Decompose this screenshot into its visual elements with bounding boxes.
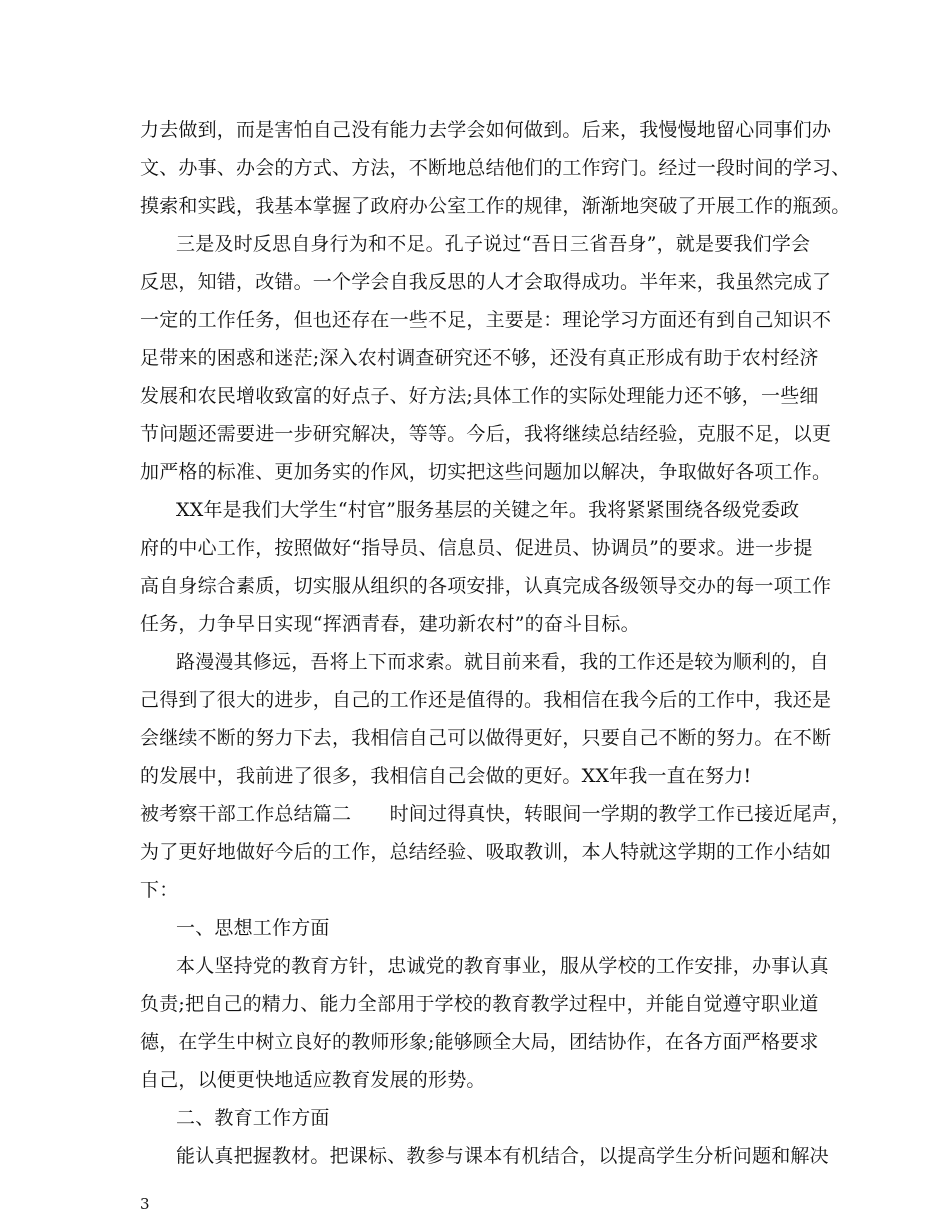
paragraph-first-line: XX年是我们大学生“村官”服务基层的关键之年。我将紧紧围绕各级党委政 bbox=[176, 499, 800, 521]
text-line: 会继续不断的努力下去，我相信自己可以做得更好，只要自己不断的努力。在不断 bbox=[140, 727, 832, 749]
subheading-thought-work: 一、思想工作方面 bbox=[176, 917, 330, 939]
paragraph-first-line: 本人坚持党的教育方针，忠诚党的教育事业，服从学校的工作安排，办事认真 bbox=[176, 955, 829, 977]
text-line: 的发展中，我前进了很多，我相信自己会做的更好。XX年我一直在努力! bbox=[140, 765, 752, 787]
text-line: 反思，知错，改错。一个学会自我反思的人才会取得成功。半年来，我虽然完成了 bbox=[140, 271, 832, 293]
page-number: 3 bbox=[140, 1195, 150, 1213]
paragraph-first-line: 三是及时反思自身行为和不足。孔子说过“吾日三省吾身”，就是要我们学会 bbox=[176, 233, 811, 255]
section-title-line: 被考察干部工作总结篇二 时间过得真快，转眼间一学期的教学工作已接近尾声， bbox=[140, 803, 851, 825]
text-line: 为了更好地做好今后的工作，总结经验、吸取教训，本人特就这学期的工作小结如 bbox=[140, 841, 832, 863]
paragraph-first-line: 路漫漫其修远，吾将上下而求索。就目前来看，我的工作还是较为顺利的，自 bbox=[176, 651, 829, 673]
text-line: 加严格的标准、更加务实的作风，切实把这些问题加以解决，争取做好各项工作。 bbox=[140, 461, 832, 483]
paragraph-first-line: 能认真把握教材。把课标、教参与课本有机结合，以提高学生分析问题和解决 bbox=[176, 1145, 829, 1167]
text-line: 发展和农民增收致富的好点子、好方法;具体工作的实际处理能力还不够，一些细 bbox=[140, 385, 819, 407]
text-line: 文、办事、办会的方式、方法，不断地总结他们的工作窍门。经过一段时间的学习、 bbox=[140, 157, 851, 179]
subheading-education-work: 二、教育工作方面 bbox=[176, 1107, 330, 1129]
text-line: 高自身综合素质，切实服从组织的各项安排，认真完成各级领导交办的每一项工作 bbox=[140, 575, 832, 597]
text-line: 己得到了很大的进步，自己的工作还是值得的。我相信在我今后的工作中，我还是 bbox=[140, 689, 832, 711]
text-line: 节问题还需要进一步研究解决，等等。今后，我将继续总结经验，克服不足，以更 bbox=[140, 423, 832, 445]
text-line: 足带来的困惑和迷茫;深入农村调查研究还不够，还没有真正形成有助于农村经济 bbox=[140, 347, 819, 369]
text-line: 摸索和实践，我基本掌握了政府办公室工作的规律，渐渐地突破了开展工作的瓶颈。 bbox=[140, 195, 851, 217]
text-line: 下： bbox=[140, 879, 179, 901]
text-line: 负责;把自己的精力、能力全部用于学校的教育教学过程中，并能自觉遵守职业道 bbox=[140, 993, 819, 1015]
text-line: 任务，力争早日实现“挥洒青春，建功新农村”的奋斗目标。 bbox=[140, 613, 640, 635]
text-line: 德，在学生中树立良好的教师形象;能够顾全大局，团结协作，在各方面严格要求 bbox=[140, 1031, 819, 1053]
text-line: 府的中心工作，按照做好“指导员、信息员、促进员、协调员”的要求。进一步提 bbox=[140, 537, 813, 559]
text-line: 一定的工作任务，但也还存在一些不足，主要是：理论学习方面还有到自己知识不 bbox=[140, 309, 832, 331]
text-line: 自己，以便更快地适应教育发展的形势。 bbox=[140, 1069, 486, 1091]
text-line: 力去做到，而是害怕自己没有能力去学会如何做到。后来，我慢慢地留心同事们办 bbox=[140, 119, 832, 141]
